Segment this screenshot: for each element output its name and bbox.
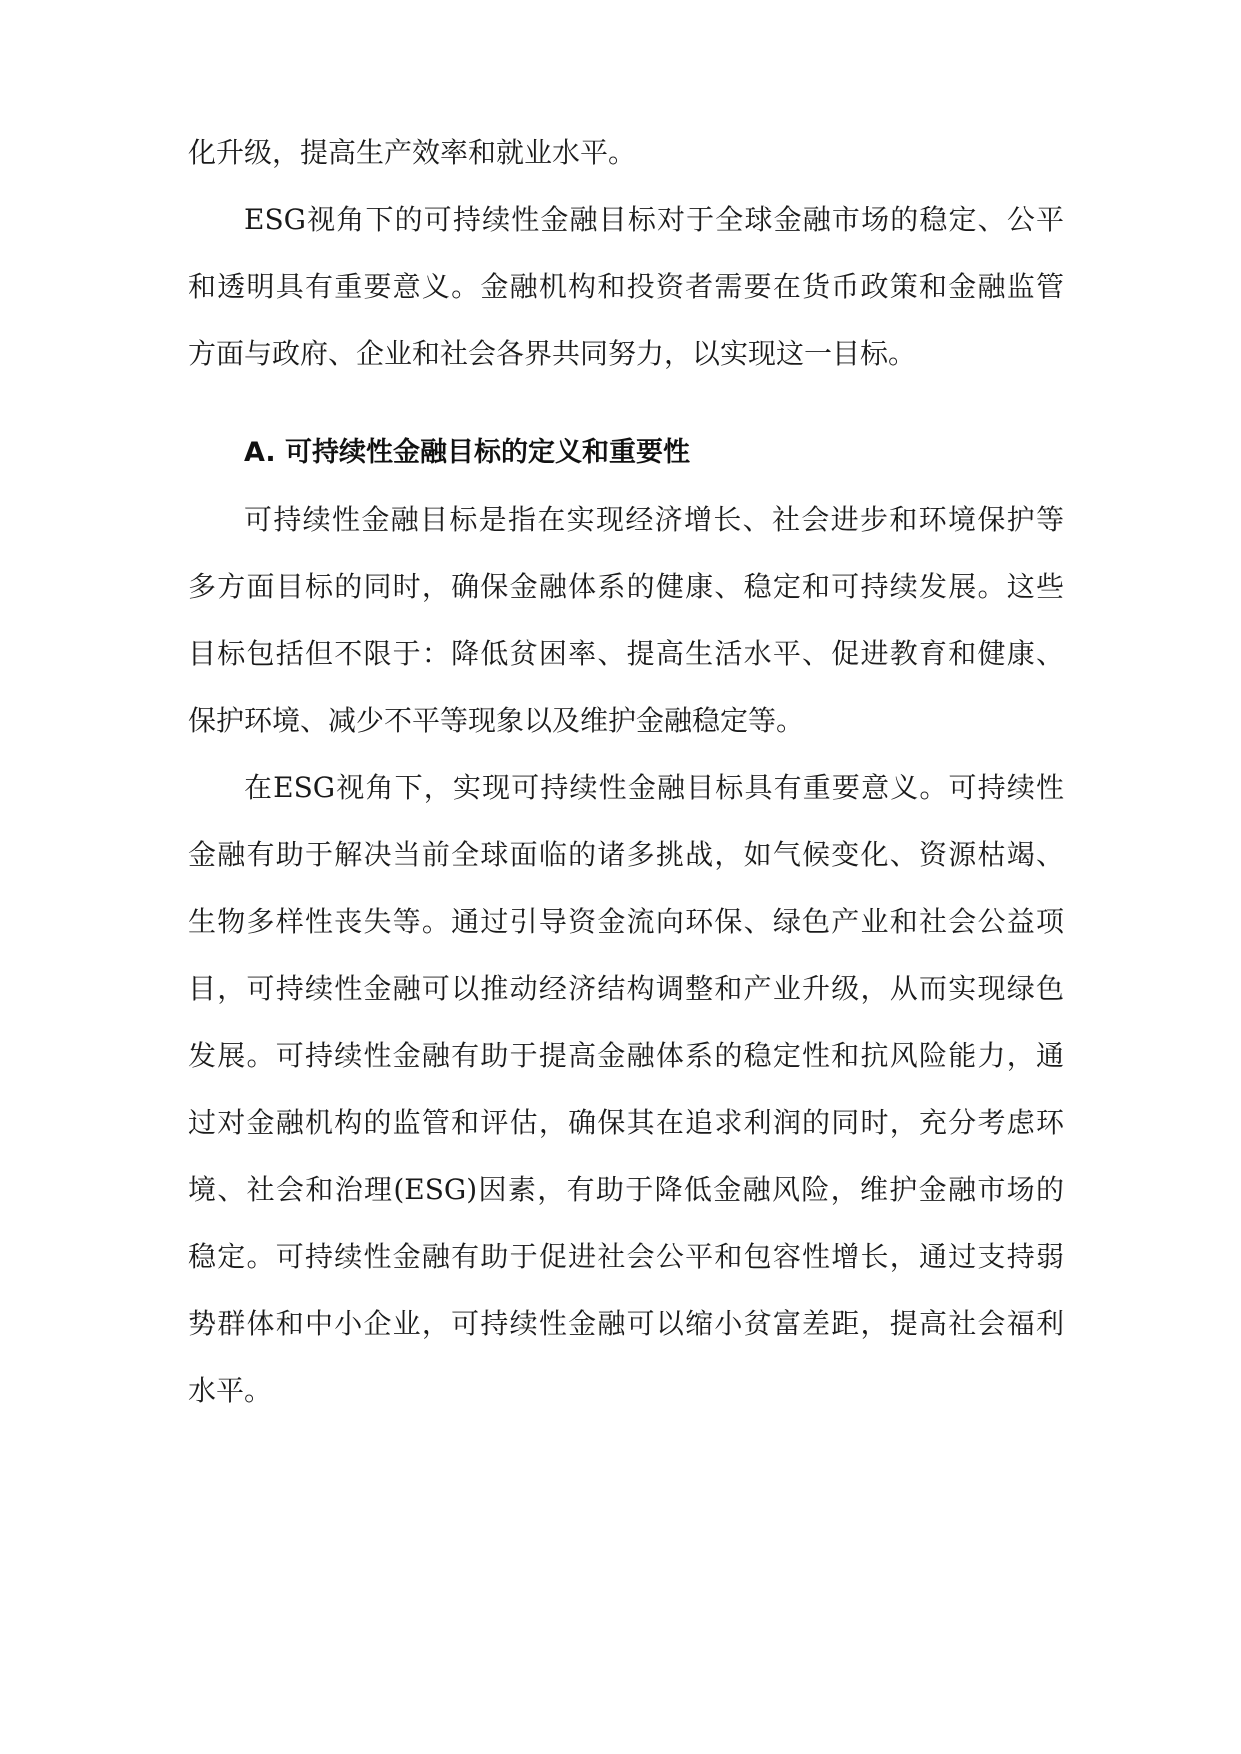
section-heading: A. 可持续性金融目标的定义和重要性 [244,437,691,468]
paragraph-line: 稳定。可持续性金融有助于促进社会公平和包容性增长，通过支持弱 [188,1240,1064,1273]
paragraph-line: 可持续性金融目标是指在实现经济增长、社会进步和环境保护等 [244,503,1064,536]
paragraph-line: 水平。 [188,1374,273,1407]
paragraph-line: 金融有助于解决当前全球面临的诸多挑战，如气候变化、资源枯竭、 [188,838,1064,871]
paragraph-line: 在ESG视角下，实现可持续性金融目标具有重要意义。可持续性 [244,771,1064,804]
paragraph-line: 多方面目标的同时，确保金融体系的健康、稳定和可持续发展。这些 [188,570,1064,603]
paragraph-line: 发展。可持续性金融有助于提高金融体系的稳定性和抗风险能力，通 [188,1039,1064,1072]
paragraph-line: 化升级，提高生产效率和就业水平。 [188,136,637,169]
paragraph-line: 方面与政府、企业和社会各界共同努力，以实现这一目标。 [188,337,917,370]
paragraph-line: 势群体和中小企业，可持续性金融可以缩小贫富差距，提高社会福利 [188,1307,1064,1340]
paragraph-line: ESG视角下的可持续性金融目标对于全球金融市场的稳定、公平 [244,203,1064,236]
paragraph-line: 过对金融机构的监管和评估，确保其在追求利润的同时，充分考虑环 [188,1106,1064,1139]
paragraph-line: 境、社会和治理(ESG)因素，有助于降低金融风险，维护金融市场的 [188,1173,1064,1206]
paragraph-line: 保护环境、减少不平等现象以及维护金融稳定等。 [188,704,805,737]
paragraph-line: 目标包括但不限于：降低贫困率、提高生活水平、促进教育和健康、 [188,637,1064,670]
paragraph-line: 和透明具有重要意义。金融机构和投资者需要在货币政策和金融监管 [188,270,1064,303]
paragraph-line: 目，可持续性金融可以推动经济结构调整和产业升级，从而实现绿色 [188,972,1064,1005]
paragraph-line: 生物多样性丧失等。通过引导资金流向环保、绿色产业和社会公益项 [188,905,1064,938]
